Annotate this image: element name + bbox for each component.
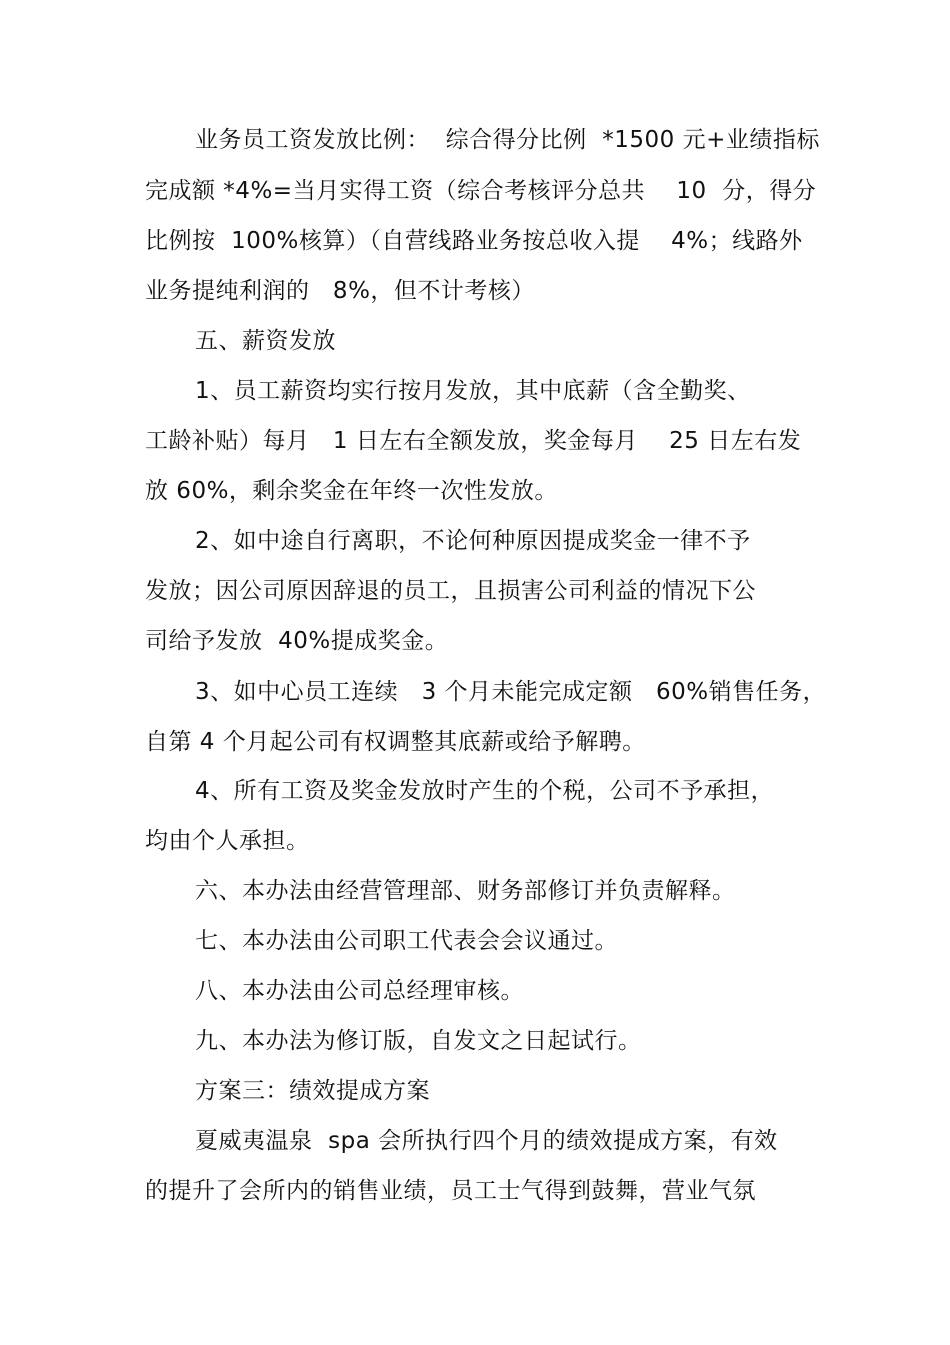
item-2-line-3: 司给予发放 40%提成奖金。 (145, 628, 449, 654)
salary-ratio-line-4: 业务提纯利润的 8%，但不计考核） (145, 278, 535, 304)
section-9: 九、本办法为修订版，自发文之日起试行。 (195, 1028, 642, 1054)
plan-3-intro-line-2: 的提升了会所内的销售业绩，员工士气得到鼓舞，营业气氛 (145, 1178, 756, 1204)
salary-ratio-line-2: 完成额 *4%=当月实得工资（综合考核评分总共 10 分，得分 (145, 178, 817, 204)
item-4-line-2: 均由个人承担。 (145, 828, 310, 854)
plan-3-intro-line-1: 夏威夷温泉 spa 会所执行四个月的绩效提成方案，有效 (195, 1128, 778, 1154)
section-5-heading: 五、薪资发放 (195, 328, 336, 354)
item-2-line-1: 2、如中途自行离职，不论何种原因提成奖金一律不予 (195, 528, 751, 554)
salary-ratio-line-3: 比例按 100%核算）（自营线路业务按总收入提 4%；线路外 (145, 228, 803, 254)
item-1-line-2: 工龄补贴）每月 1 日左右全额发放，奖金每月 25 日左右发 (145, 428, 802, 454)
item-1-line-1: 1、员工薪资均实行按月发放，其中底薪（含全勤奖、 (195, 378, 751, 404)
item-2-line-2: 发放；因公司原因辞退的员工，且损害公司利益的情况下公 (145, 578, 756, 604)
item-3-line-2: 自第 4 个月起公司有权调整其底薪或给予解聘。 (145, 729, 646, 755)
item-1-line-3: 放 60%，剩余奖金在年终一次性发放。 (145, 478, 558, 504)
salary-ratio-line-1: 业务员工资发放比例： 综合得分比例 *1500 元+业绩指标 (195, 127, 820, 153)
plan-3-heading: 方案三：绩效提成方案 (195, 1078, 430, 1104)
item-4-line-1: 4、所有工资及奖金发放时产生的个税，公司不予承担， (195, 778, 775, 804)
section-6: 六、本办法由经营管理部、财务部修订并负责解释。 (195, 878, 736, 904)
section-8: 八、本办法由公司总经理审核。 (195, 978, 524, 1004)
item-3-line-1: 3、如中心员工连续 3 个月未能完成定额 60%销售任务， (195, 679, 827, 705)
section-7: 七、本办法由公司职工代表会会议通过。 (195, 928, 618, 954)
